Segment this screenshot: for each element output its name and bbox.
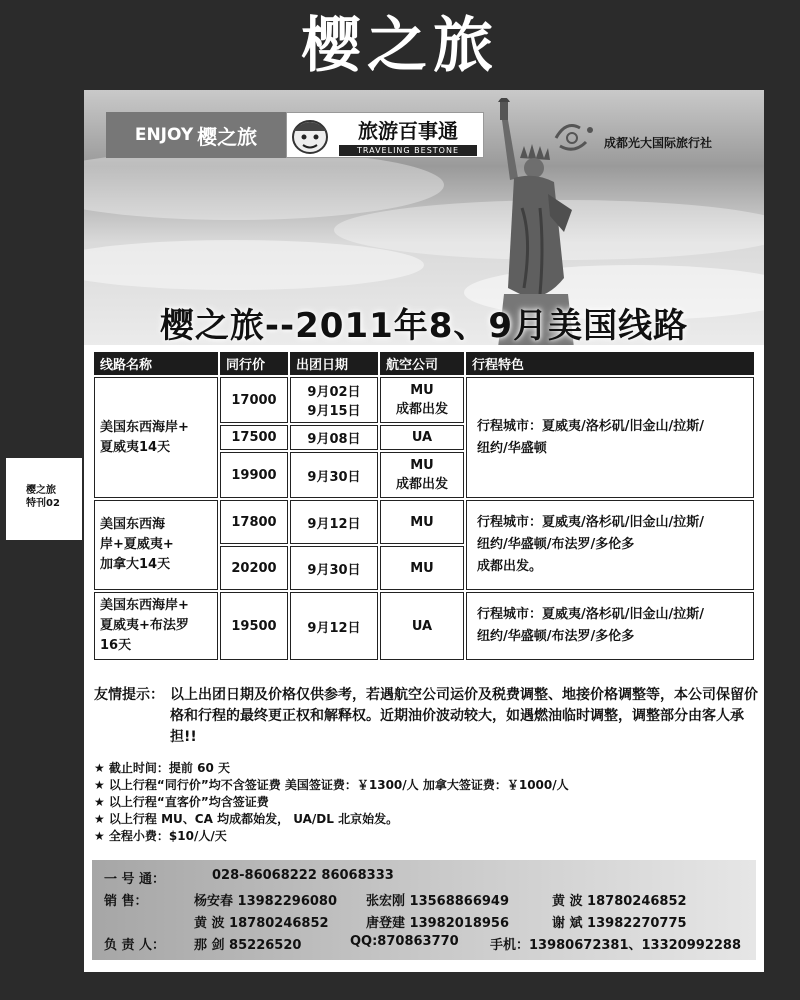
date-cell: 9月02日 9月15日 bbox=[290, 377, 378, 423]
price-cell: 19500 bbox=[220, 592, 288, 660]
sales-contact: 杨安春 13982296080 bbox=[194, 894, 338, 909]
airline-cell: UA bbox=[380, 592, 464, 660]
bullet-list bbox=[94, 760, 758, 845]
hotline-numbers: 028-86068222 86068333 bbox=[212, 868, 394, 883]
table-row bbox=[94, 500, 754, 544]
mobile-contact: 手机：13980672381、13320992288 bbox=[490, 938, 741, 953]
price-cell: 19900 bbox=[220, 452, 288, 498]
logo-bar bbox=[106, 112, 484, 158]
side-tag-line2: 特刊02 bbox=[26, 498, 60, 509]
masthead-title: 樱之旅 bbox=[301, 11, 499, 81]
side-tag-line1: 樱之旅 bbox=[26, 485, 56, 496]
price-cell: 17000 bbox=[220, 377, 288, 423]
notes-section bbox=[94, 685, 758, 845]
manager-contact: 那 剑 85226520 bbox=[194, 938, 302, 953]
airline-cell: MU bbox=[380, 500, 464, 544]
bestone-logo-en: TRAVELING BESTONE bbox=[339, 145, 477, 156]
col-header-airline: 航空公司 bbox=[380, 352, 464, 375]
bestone-logo-cn: 旅游百事通 bbox=[358, 118, 458, 143]
date-cell: 9月12日 bbox=[290, 500, 378, 544]
agency-name: 成都光大国际旅行社 bbox=[604, 136, 713, 150]
col-header-route: 线路名称 bbox=[94, 352, 218, 375]
enjoy-logo-en: ENJOY bbox=[134, 125, 194, 145]
bullet-item: ★ 以上行程“同行价”均不含签证费 美国签证费：￥1300/人 加拿大签证费：￥1000/人 bbox=[94, 778, 569, 792]
route-cell: 美国东西海岸+ 夏威夷14天 bbox=[94, 377, 218, 498]
col-header-features: 行程特色 bbox=[466, 352, 754, 375]
table-header-row bbox=[94, 352, 754, 375]
sales-row bbox=[104, 890, 756, 912]
date-cell: 9月12日 bbox=[290, 592, 378, 660]
route-cell: 美国东西海岸+ 夏威夷+布法罗 16天 bbox=[94, 592, 218, 660]
route-table bbox=[92, 350, 756, 662]
price-cell: 17800 bbox=[220, 500, 288, 544]
side-tag bbox=[6, 458, 82, 540]
table-row bbox=[94, 592, 754, 660]
price-cell: 20200 bbox=[220, 546, 288, 590]
bullet-item: ★ 截止时间：提前 60 天 bbox=[94, 761, 230, 775]
features-cell: 行程城市：夏威夷/洛杉矶/旧金山/拉斯/ 纽约/华盛顿 bbox=[466, 377, 754, 498]
route-cell: 美国东西海 岸+夏威夷+ 加拿大14天 bbox=[94, 500, 218, 590]
bullet-item: ★ 以上行程 MU、CA 均成都始发， UA/DL 北京始发。 bbox=[94, 812, 399, 826]
headline: 樱之旅--2011年8、9月美国线路 bbox=[159, 306, 689, 345]
sales-contact: 张宏刚 13568866949 bbox=[366, 894, 510, 909]
flyer-page bbox=[84, 90, 764, 972]
airline-cell: MU bbox=[380, 546, 464, 590]
features-cell: 行程城市：夏威夷/洛杉矶/旧金山/拉斯/ 纽约/华盛顿/布法罗/多伦多 成都出发。 bbox=[466, 500, 754, 590]
col-header-price: 同行价 bbox=[220, 352, 288, 375]
date-cell: 9月08日 bbox=[290, 425, 378, 450]
mascot-icon bbox=[287, 113, 333, 157]
enjoy-logo bbox=[106, 112, 286, 158]
sales-row bbox=[104, 912, 756, 934]
table-row bbox=[94, 377, 754, 423]
manager-row bbox=[104, 934, 756, 956]
bestone-logo bbox=[286, 112, 484, 158]
tip-text: 以上出团日期及价格仅供参考，若遇航空公司运价及税费调整、地接价格调整等，本公司保留价格和行程的最终更正权和解释权。近期油价波动较大，如遇燃油临时调整，调整部分由客人承担!! bbox=[170, 687, 758, 745]
agency-logo-icon bbox=[546, 118, 600, 162]
enjoy-logo-cn: 樱之旅 bbox=[197, 124, 258, 149]
airline-cell: MU 成都出发 bbox=[380, 452, 464, 498]
tip-label: 友情提示： bbox=[94, 687, 164, 703]
hotline-label: 一 号 通： bbox=[104, 872, 166, 887]
contact-footer bbox=[92, 860, 756, 960]
sales-contact: 谢 斌 13982270775 bbox=[552, 916, 687, 931]
sales-label: 销 售： bbox=[104, 894, 148, 909]
features-cell: 行程城市：夏威夷/洛杉矶/旧金山/拉斯/ 纽约/华盛顿/布法罗/多伦多 bbox=[466, 592, 754, 660]
col-header-date: 出团日期 bbox=[290, 352, 378, 375]
price-cell: 17500 bbox=[220, 425, 288, 450]
airline-cell: UA bbox=[380, 425, 464, 450]
manager-label: 负 责 人： bbox=[104, 938, 166, 953]
sales-contact: 唐登建 13982018956 bbox=[366, 916, 510, 931]
qq-contact: QQ:870863770 bbox=[350, 934, 459, 949]
airline-cell: MU 成都出发 bbox=[380, 377, 464, 423]
sales-contact: 黄 波 18780246852 bbox=[194, 916, 329, 931]
hotline-row bbox=[104, 868, 756, 890]
bullet-item: ★ 以上行程“直客价”均含签证费 bbox=[94, 795, 269, 809]
hero-banner bbox=[84, 90, 764, 345]
sales-contact: 黄 波 18780246852 bbox=[552, 894, 687, 909]
bullet-item: ★ 全程小费：$10/人/天 bbox=[94, 829, 227, 843]
date-cell: 9月30日 bbox=[290, 452, 378, 498]
date-cell: 9月30日 bbox=[290, 546, 378, 590]
